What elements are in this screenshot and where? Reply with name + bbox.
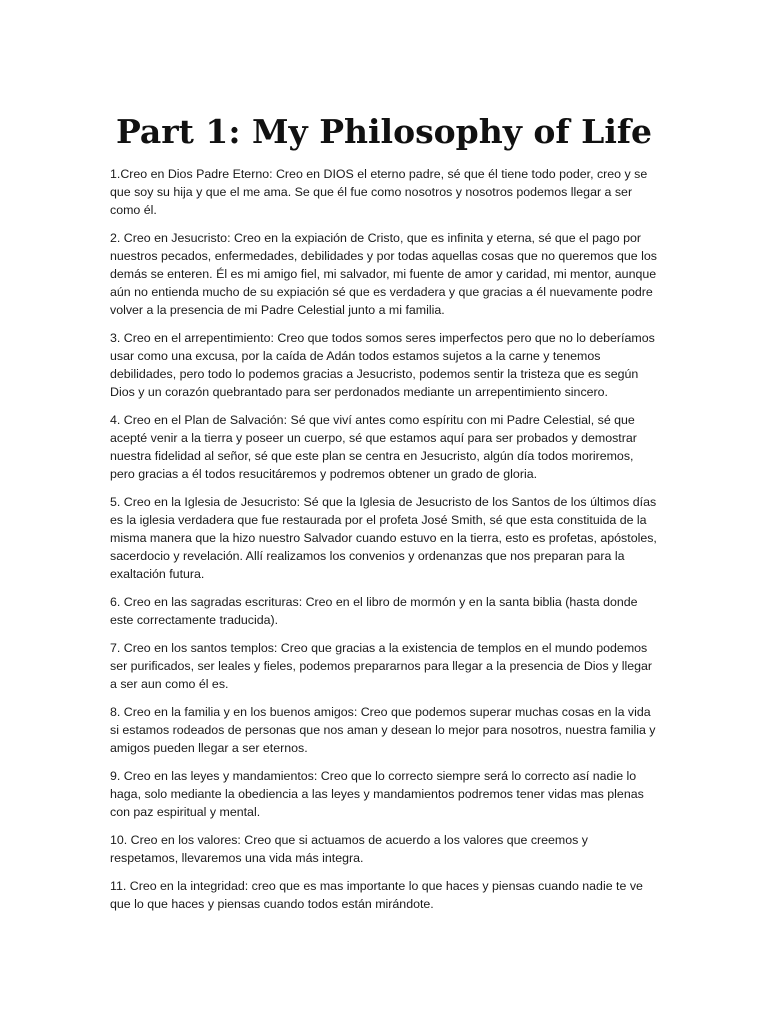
belief-paragraph-10: 10. Creo en los valores: Creo que si actuamos de acuerdo a los valores que creemos y respetamos, llevaremos una vida más integra. [110,833,588,865]
page-title: Part 1: My Philosophy of Life [115,112,653,151]
belief-paragraph-9: 9. Creo en las leyes y mandamientos: Creo que lo correcto siempre será lo correcto así nadie lo haga, solo mediante la obediencia a las leyes y mandamientos podremos tener vidas mas plenas con paz espiritual y mental. [110,769,644,819]
belief-paragraph-5: 5. Creo en la Iglesia de Jesucristo: Sé que la Iglesia de Jesucristo de los Santos de los últimos días es la iglesia verdadera que fue restaurada por el profeta José Smith, sé que esta constituida de la misma manera que la hizo nuestro Salvador cuando estuvo en la tierra, esto es profetas, apóstoles, sacerdocio y revelación. Allí realizamos los convenios y ordenanzas que nos preparan para la exaltación futura. [110,495,657,581]
belief-paragraph-7: 7. Creo en los santos templos: Creo que gracias a la existencia de templos en el mundo podemos ser purificados, ser leales y fieles, podemos prepararnos para llegar a la presencia de Dios y llegar a ser aun como él es. [110,641,653,691]
belief-paragraph-2: 2. Creo en Jesucristo: Creo en la expiación de Cristo, que es infinita y eterna, sé que el pago por nuestros pecados, enfermedades, debilidades y por todas aquellas cosas que no queremos que los demás se enteren. Él es mi amigo fiel, mi salvador, mi fuente de amor y caridad, mi mentor, aunque aún no entienda mucho de su expiación sé que es verdadera y que gracias a él nuevamente podre volver a la presencia de mi Padre Celestial junto a mi familia. [110,231,657,317]
belief-paragraph-3: 3. Creo en el arrepentimiento: Creo que todos somos seres imperfectos pero que no lo deberíamos usar como una excusa, por la caída de Adán todos estamos sujetos a la carne y tenemos debilidades, pero todo lo podemos gracias a Jesucristo, podemos sentir la tristeza que es según Dios y un corazón quebrantado para ser perdonados mediante un arrepentimiento sincero. [110,331,655,399]
belief-paragraph-11: 11. Creo en la integridad: creo que es mas importante lo que haces y piensas cuando nadie te ve que lo que haces y piensas cuando todos están mirándote. [110,879,643,911]
belief-paragraph-8: 8. Creo en la familia y en los buenos amigos: Creo que podemos superar muchas cosas en la vida si estamos rodeados de personas que nos aman y desean lo mejor para nosotros, nuestra familia y amigos pueden llegar a ser eternos. [110,705,656,755]
belief-paragraph-1: 1.Creo en Dios Padre Eterno: Creo en DIOS el eterno padre, sé que él tiene todo poder, creo y se que soy su hija y que el me ama. Se que él fue como nosotros y nosotros podemos llegar a ser como él. [110,167,648,217]
document-body [110,165,658,923]
belief-paragraph-4: 4. Creo en el Plan de Salvación: Sé que viví antes como espíritu con mi Padre Celestial, sé que acepté venir a la tierra y poseer un cuerpo, sé que estamos aquí para ser probados y demostrar nuestra fidelidad al señor, sé que este plan se centra en Jesucristo, algún día todos moriremos, pero gracias a él todos resucitáremos y podremos obtener un grado de gloria. [110,413,637,481]
belief-paragraph-6: 6. Creo en las sagradas escrituras: Creo en el libro de mormón y en la santa biblia (hasta donde este correctamente traducida). [110,595,638,627]
